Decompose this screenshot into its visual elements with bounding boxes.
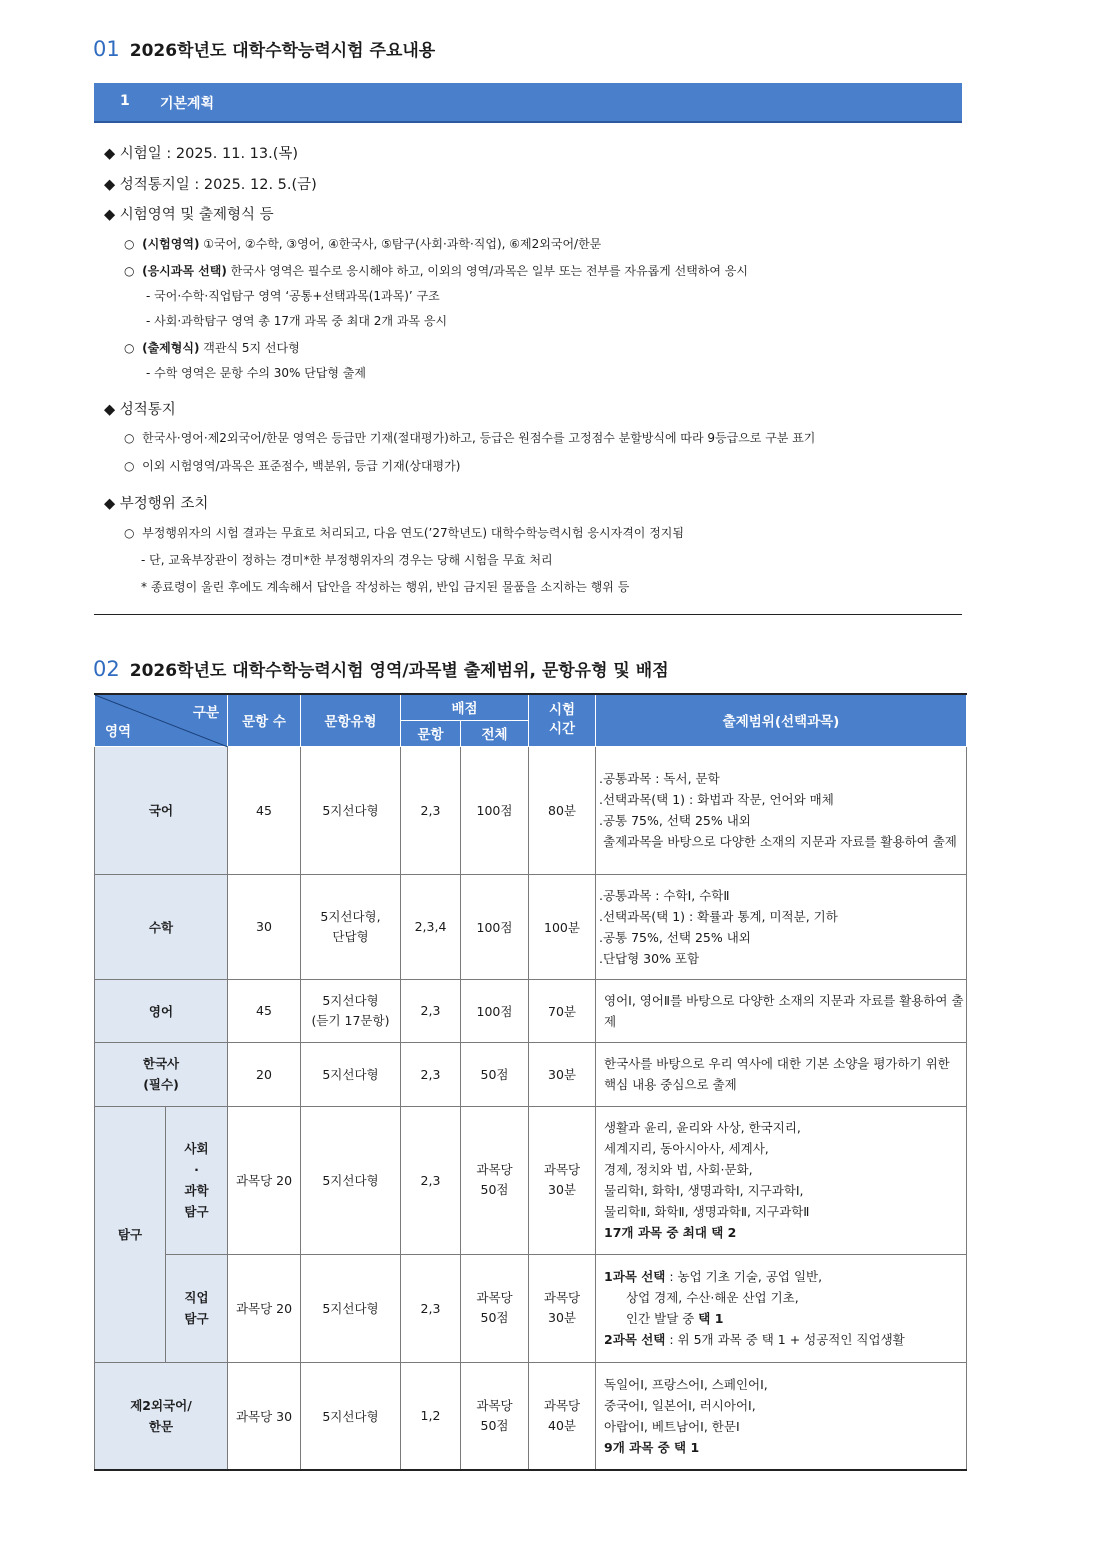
report-item-2: ○ 이외 시험영역/과목은 표준점수, 백분위, 등급 기재(상대평가): [124, 459, 461, 473]
time-math: 100분: [529, 874, 596, 979]
sub-area-vocational: 직업 탐구: [166, 1254, 228, 1362]
count-english: 45: [228, 979, 301, 1042]
cheat-sub2: * 종료령이 울린 후에도 계속해서 답안을 작성하는 행위, 반입 금지된 물품을 소지하는 행위 등: [141, 580, 630, 594]
report-heading: ◆ 성적통지: [104, 402, 176, 418]
range-math: .공통과목 : 수학Ⅰ, 수학Ⅱ .선택과목(택 1) : 확률과 통계, 미적분, 기하 .공통 75%, 선택 25% 내외 .단답형 30% 포함: [596, 874, 967, 979]
type-vocational: 5지선다형: [301, 1254, 401, 1362]
subject-sub1: - 국어·수학·직업탐구 영역 ‘공통+선택과목(1과목)’ 구조: [146, 289, 440, 303]
area-history: 한국사 (필수): [95, 1042, 228, 1106]
item-social: 2,3: [401, 1106, 461, 1254]
report-item-1: ○ 한국사·영어·제2외국어/한문 영역은 등급만 기재(절대평가)하고, 등급은 원점수를 고정점수 분할방식에 따라 9등급으로 구분 표기: [124, 431, 816, 445]
table-row-english: [95, 979, 967, 1042]
cheat-item-1: ○ 부정행위자의 시험 결과는 무효로 처리되고, 다음 연도(’27학년도) 대학수학능력시험 응시자격이 정지됨: [124, 526, 684, 540]
table-row-vocational: [95, 1254, 967, 1362]
area-math: 수학: [95, 874, 228, 979]
cheat-sub1: - 단, 교육부장관이 정하는 경미*한 부정행위자의 경우는 당해 시험을 무효 처리: [141, 553, 553, 567]
total-foreign: 과목당 50점: [461, 1362, 529, 1470]
header-score-item: 문항: [401, 720, 461, 746]
area-foreign: 제2외국어/ 한문: [95, 1362, 228, 1470]
subject-sub2: - 사회·과학탐구 영역 총 17개 과목 중 최대 2개 과목 응시: [146, 314, 448, 328]
subject-item: ○ (응시과목 선택) 한국사 영역은 필수로 응시해야 하고, 이외의 영역/과목은 일부 또는 전부를 자유롭게 선택하여 응시: [124, 264, 748, 278]
band-label: 기본계획: [160, 96, 215, 112]
range-english: 영어Ⅰ, 영어Ⅱ를 바탕으로 다양한 소재의 지문과 자료를 활용하여 출제: [596, 979, 967, 1042]
header-range: 출제범위(선택과목): [596, 694, 967, 746]
time-vocational: 과목당 30분: [529, 1254, 596, 1362]
type-math: 5지선다형, 단답형: [301, 874, 401, 979]
count-korean: 45: [228, 746, 301, 874]
range-foreign: 독일어Ⅰ, 프랑스어Ⅰ, 스페인어Ⅰ, 중국어Ⅰ, 일본어Ⅰ, 러시아어Ⅰ, 아랍어Ⅰ, 베트남어Ⅰ, 한문Ⅰ 9개 과목 중 택 1: [596, 1362, 967, 1470]
table-row-korean: [95, 746, 967, 874]
type-social: 5지선다형: [301, 1106, 401, 1254]
type-history: 5지선다형: [301, 1042, 401, 1106]
count-social: 과목당 20: [228, 1106, 301, 1254]
item-vocational: 2,3: [401, 1254, 461, 1362]
result-date: ◆ 성적통지일 : 2025. 12. 5.(금): [104, 177, 317, 193]
table-row-social-science: [95, 1106, 967, 1254]
type-korean: 5지선다형: [301, 746, 401, 874]
item-foreign: 1,2: [401, 1362, 461, 1470]
time-social: 과목당 30분: [529, 1106, 596, 1254]
table-row-history: [95, 1042, 967, 1106]
section1-title: 01 2026학년도 대학수학능력시험 주요내용: [93, 37, 436, 61]
header-score-total: 전체: [461, 720, 529, 746]
section1-number: 01: [93, 37, 120, 61]
section2-number: 02: [93, 657, 120, 681]
format-sub: - 수학 영역은 문항 수의 30% 단답형 출제: [146, 366, 366, 380]
count-history: 20: [228, 1042, 301, 1106]
range-vocational: 1과목 선택 : 농업 기초 기술, 공업 일반, 상업 경제, 수산·해운 산업 기초, 인간 발달 중 택 1 2과목 선택 : 위 5개 과목 중 택 1 + 성공적인 직업생활: [596, 1254, 967, 1362]
band-number: 1: [120, 93, 130, 109]
time-english: 70분: [529, 979, 596, 1042]
areas-heading: ◆ 시험영역 및 출제형식 등: [104, 207, 274, 223]
plan-band: [94, 83, 962, 123]
header-area: 영역: [105, 723, 132, 740]
section2-title: 02 2026학년도 대학수학능력시험 영역/과목별 출제범위, 문항유형 및 배점: [93, 657, 669, 681]
format-item: ○ (출제형식) 객관식 5지 선다형: [124, 341, 300, 355]
area-korean: 국어: [95, 746, 228, 874]
item-english: 2,3: [401, 979, 461, 1042]
total-vocational: 과목당 50점: [461, 1254, 529, 1362]
sub-area-social-science: 사회 · 과학 탐구: [166, 1106, 228, 1254]
header-count: 문항 수: [228, 694, 301, 746]
time-korean: 80분: [529, 746, 596, 874]
cheat-heading: ◆ 부정행위 조치: [104, 496, 209, 512]
time-history: 30분: [529, 1042, 596, 1106]
item-math: 2,3,4: [401, 874, 461, 979]
exam-date: ◆ 시험일 : 2025. 11. 13.(목): [104, 146, 299, 162]
total-english: 100점: [461, 979, 529, 1042]
area-inquiry: 탐구: [95, 1106, 166, 1362]
time-foreign: 과목당 40분: [529, 1362, 596, 1470]
item-korean: 2,3: [401, 746, 461, 874]
header-score: 배점: [401, 694, 529, 720]
range-social: 생활과 윤리, 윤리와 사상, 한국지리, 세계지리, 동아시아사, 세계사, 경제, 정치와 법, 사회·문화, 물리학Ⅰ, 화학Ⅰ, 생명과학Ⅰ, 지구과학Ⅰ, 물리학Ⅱ, 화학Ⅱ, 생명과학Ⅱ, 지구과학Ⅱ 17개 과목 중 최대 택 2: [596, 1106, 967, 1254]
total-social: 과목당 50점: [461, 1106, 529, 1254]
total-korean: 100점: [461, 746, 529, 874]
header-gubun: 구분: [192, 705, 219, 721]
table-row-foreign: [95, 1362, 967, 1470]
item-history: 2,3: [401, 1042, 461, 1106]
range-history: 한국사를 바탕으로 우리 역사에 대한 기본 소양을 평가하기 위한 핵심 내용 중심으로 출제: [596, 1042, 967, 1106]
total-history: 50점: [461, 1042, 529, 1106]
count-vocational: 과목당 20: [228, 1254, 301, 1362]
area-english: 영어: [95, 979, 228, 1042]
section-divider: [94, 614, 962, 615]
header-time: 시험 시간: [529, 694, 596, 746]
range-korean: .공통과목 : 독서, 문학 .선택과목(택 1) : 화법과 작문, 언어와 매체 .공통 75%, 선택 25% 내외 출제과목을 바탕으로 다양한 소재의 지문과 자료를 활용하여 출제: [596, 746, 967, 874]
type-foreign: 5지선다형: [301, 1362, 401, 1470]
total-math: 100점: [461, 874, 529, 979]
exam-table: [94, 693, 967, 1471]
count-math: 30: [228, 874, 301, 979]
header-gubun-area: [95, 694, 228, 746]
table-row-math: [95, 874, 967, 979]
header-type: 문항유형: [301, 694, 401, 746]
count-foreign: 과목당 30: [228, 1362, 301, 1470]
type-english: 5지선다형 (듣기 17문항): [301, 979, 401, 1042]
areas-item: ○ (시험영역) ①국어, ②수학, ③영어, ④한국사, ⑤탐구(사회·과학·직업), ⑥제2외국어/한문: [124, 237, 602, 251]
